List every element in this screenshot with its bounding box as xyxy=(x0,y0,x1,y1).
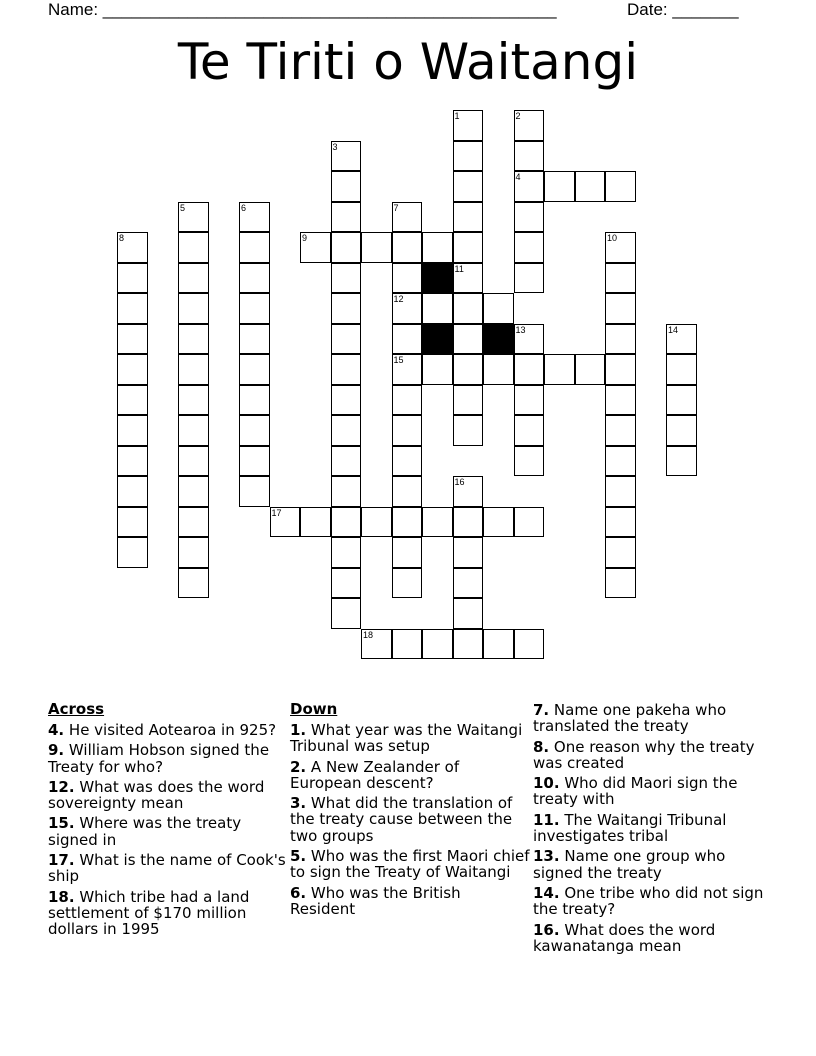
crossword-cell[interactable] xyxy=(270,507,301,538)
clue-text: One reason why the treaty was created xyxy=(533,737,755,772)
crossword-cell[interactable] xyxy=(453,324,484,355)
crossword-black-square xyxy=(483,324,514,355)
page-title: Te Tiriti o Waitangi xyxy=(177,33,639,91)
clue-number: 9. xyxy=(48,741,65,760)
clue-number: 1. xyxy=(290,721,307,739)
cell-number: 2 xyxy=(515,111,521,121)
clue-text: Name one pakeha who translated the treaty xyxy=(533,701,727,736)
cell-number: 16 xyxy=(454,477,465,487)
clue-number: 7. xyxy=(533,701,550,719)
clue-text: What was does the word sovereignty mean xyxy=(48,777,265,813)
crossword-cell[interactable] xyxy=(178,324,209,355)
clue-item xyxy=(48,722,288,738)
crossword-cell[interactable] xyxy=(666,385,697,416)
clue-item xyxy=(533,885,773,918)
cell-number: 6 xyxy=(241,202,247,213)
crossword-cell[interactable] xyxy=(453,568,484,599)
crossword-cell[interactable] xyxy=(514,110,545,141)
cell-number: 9 xyxy=(302,233,308,243)
crossword-cell[interactable] xyxy=(422,354,453,385)
date-blank-line[interactable]: _______ xyxy=(672,0,739,19)
crossword-cell[interactable] xyxy=(666,415,697,446)
crossword-cell[interactable] xyxy=(453,293,484,324)
clue-item xyxy=(290,885,530,918)
crossword-cell[interactable] xyxy=(331,232,362,263)
crossword-cell[interactable] xyxy=(361,507,392,538)
clue-item xyxy=(290,795,530,844)
crossword-cell[interactable] xyxy=(666,324,697,355)
crossword-cell[interactable] xyxy=(453,141,484,172)
crossword-cell[interactable] xyxy=(453,232,484,263)
clue-text: Who did Maori sign the treaty with xyxy=(533,774,738,809)
crossword-cell[interactable] xyxy=(117,293,148,324)
crossword-cell[interactable] xyxy=(453,202,484,233)
clue-text: Who was the British Resident xyxy=(290,883,461,918)
crossword-cell[interactable] xyxy=(239,263,270,294)
crossword-cell[interactable] xyxy=(178,293,209,324)
down-clues-column-2 xyxy=(533,702,773,958)
cell-number: 5 xyxy=(180,202,186,213)
crossword-cell[interactable] xyxy=(392,263,423,294)
crossword-cell[interactable] xyxy=(605,537,636,568)
crossword-cell[interactable] xyxy=(514,415,545,446)
clue-number: 15. xyxy=(48,814,75,833)
crossword-cell[interactable] xyxy=(178,263,209,294)
crossword-cell[interactable] xyxy=(117,354,148,385)
crossword-cell[interactable] xyxy=(392,293,423,324)
clue-text: Name one group who signed the treaty xyxy=(533,847,726,882)
crossword-black-square xyxy=(422,324,453,355)
crossword-cell[interactable] xyxy=(331,446,362,477)
cell-number: 17 xyxy=(271,507,282,518)
cell-number: 14 xyxy=(668,324,679,335)
crossword-cell[interactable] xyxy=(331,598,362,629)
clue-number: 2. xyxy=(290,757,307,776)
clue-item xyxy=(290,722,530,755)
crossword-cell[interactable] xyxy=(331,293,362,324)
crossword-black-square xyxy=(422,263,453,294)
clue-text: William Hobson signed the Treaty for who? xyxy=(48,741,270,776)
crossword-cell[interactable] xyxy=(392,354,423,385)
down-clue-list-2 xyxy=(533,702,773,954)
crossword-cell[interactable] xyxy=(392,507,423,538)
crossword-cell[interactable] xyxy=(453,537,484,568)
clue-number: 4. xyxy=(48,721,65,739)
down-clue-list-1 xyxy=(290,722,530,917)
crossword-cell[interactable] xyxy=(117,263,148,294)
crossword-cell[interactable] xyxy=(239,385,270,416)
crossword-cell[interactable] xyxy=(514,263,545,294)
crossword-cell[interactable] xyxy=(422,232,453,263)
crossword-cell[interactable] xyxy=(514,354,545,385)
down-heading: Down xyxy=(290,700,338,718)
clue-item xyxy=(48,889,288,938)
clue-number: 17. xyxy=(48,851,75,870)
clue-number: 16. xyxy=(533,920,560,939)
crossword-cell[interactable] xyxy=(392,446,423,477)
clue-text: One tribe who did not sign the treaty? xyxy=(533,883,764,919)
crossword-cell[interactable] xyxy=(575,354,606,385)
crossword-cell[interactable] xyxy=(453,415,484,446)
crossword-cell[interactable] xyxy=(514,385,545,416)
crossword-cell[interactable] xyxy=(666,354,697,385)
name-blank-line[interactable]: ________________________________________________ xyxy=(102,0,557,19)
crossword-cell[interactable] xyxy=(331,537,362,568)
crossword-cell[interactable] xyxy=(392,202,423,233)
crossword-cell[interactable] xyxy=(117,537,148,568)
crossword-cell[interactable] xyxy=(239,293,270,324)
crossword-cell[interactable] xyxy=(605,507,636,538)
crossword-cell[interactable] xyxy=(605,171,636,202)
crossword-cell[interactable] xyxy=(453,110,484,141)
clue-text: He visited Aotearoa in 925? xyxy=(64,721,277,739)
crossword-cell[interactable] xyxy=(392,568,423,599)
clue-text: Which tribe had a land settlement of $170 million dollars in 1995 xyxy=(48,887,250,939)
crossword-cell[interactable] xyxy=(117,324,148,355)
crossword-cell[interactable] xyxy=(331,568,362,599)
crossword-cell[interactable] xyxy=(483,354,514,385)
cell-number: 11 xyxy=(454,263,464,274)
crossword-cell[interactable] xyxy=(514,232,545,263)
crossword-cell[interactable] xyxy=(605,385,636,416)
crossword-cell[interactable] xyxy=(178,476,209,507)
crossword-cell[interactable] xyxy=(178,354,209,385)
cell-number: 3 xyxy=(332,141,338,152)
clue-number: 13. xyxy=(533,847,560,866)
crossword-cell[interactable] xyxy=(666,446,697,477)
crossword-cell[interactable] xyxy=(239,354,270,385)
crossword-cell[interactable] xyxy=(605,446,636,477)
clue-item xyxy=(48,815,288,848)
crossword-cell[interactable] xyxy=(361,629,392,660)
crossword-cell[interactable] xyxy=(178,537,209,568)
crossword-cell[interactable] xyxy=(300,507,331,538)
crossword-cell[interactable] xyxy=(239,324,270,355)
crossword-cell[interactable] xyxy=(453,354,484,385)
crossword-cell[interactable] xyxy=(300,232,331,263)
cell-number: 18 xyxy=(363,629,374,640)
crossword-cell[interactable] xyxy=(453,507,484,538)
crossword-cell[interactable] xyxy=(453,598,484,629)
date-label: Date: xyxy=(627,0,673,19)
crossword-cell[interactable] xyxy=(453,629,484,660)
crossword-cell[interactable] xyxy=(514,629,545,660)
clue-text: What is the name of Cook's ship xyxy=(48,851,286,886)
clue-number: 14. xyxy=(533,883,560,902)
crossword-cell[interactable] xyxy=(117,415,148,446)
crossword-cell[interactable] xyxy=(483,507,514,538)
crossword-cell[interactable] xyxy=(361,232,392,263)
crossword-cell[interactable] xyxy=(178,385,209,416)
clue-item xyxy=(533,739,773,772)
crossword-cell[interactable] xyxy=(453,263,484,294)
clue-text: What did the translation of the treaty cause between the two groups xyxy=(290,794,513,845)
across-clue-list xyxy=(48,722,288,938)
crossword-cell[interactable] xyxy=(331,171,362,202)
clue-number: 6. xyxy=(290,883,307,902)
crossword-cell[interactable] xyxy=(605,568,636,599)
clue-text: A New Zealander of European descent? xyxy=(290,757,460,792)
crossword-cell[interactable] xyxy=(422,507,453,538)
crossword-cell[interactable] xyxy=(178,507,209,538)
crossword-cell[interactable] xyxy=(331,507,362,538)
crossword-cell[interactable] xyxy=(178,232,209,263)
clue-item xyxy=(533,848,773,881)
crossword-cell[interactable] xyxy=(575,171,606,202)
crossword-cell[interactable] xyxy=(331,476,362,507)
crossword-cell[interactable] xyxy=(331,415,362,446)
clue-text: The Waitangi Tribunal investigates tribal xyxy=(533,810,727,846)
crossword-cell[interactable] xyxy=(392,537,423,568)
crossword-cell[interactable] xyxy=(392,232,423,263)
crossword-cell[interactable] xyxy=(514,324,545,355)
cell-number: 1 xyxy=(454,111,460,121)
crossword-cell[interactable] xyxy=(117,476,148,507)
across-clues xyxy=(48,700,288,942)
cell-number: 15 xyxy=(393,355,404,365)
clue-item xyxy=(48,852,288,885)
clue-number: 18. xyxy=(48,887,75,906)
crossword-cell[interactable] xyxy=(178,568,209,599)
clue-item xyxy=(533,702,773,735)
crossword-cell[interactable] xyxy=(178,415,209,446)
crossword-cell[interactable] xyxy=(514,446,545,477)
crossword-cell[interactable] xyxy=(453,171,484,202)
clue-item xyxy=(48,742,288,775)
cell-number: 8 xyxy=(119,233,125,243)
crossword-cell[interactable] xyxy=(331,263,362,294)
clue-item xyxy=(48,779,288,812)
crossword-cell[interactable] xyxy=(239,476,270,507)
crossword-cell[interactable] xyxy=(453,476,484,507)
cell-number: 13 xyxy=(515,324,526,335)
crossword-cell[interactable] xyxy=(331,324,362,355)
crossword-cell[interactable] xyxy=(331,141,362,172)
crossword-cell[interactable] xyxy=(605,476,636,507)
crossword-cell[interactable] xyxy=(514,202,545,233)
clue-text: Who was the first Maori chief to sign the Treaty of Waitangi xyxy=(290,847,530,882)
clue-text: What year was the Waitangi Tribunal was setup xyxy=(290,721,523,756)
crossword-cell[interactable] xyxy=(178,202,209,233)
crossword-cell[interactable] xyxy=(117,507,148,538)
crossword-cell[interactable] xyxy=(392,324,423,355)
crossword-cell[interactable] xyxy=(453,385,484,416)
crossword-cell[interactable] xyxy=(605,293,636,324)
across-heading: Across xyxy=(48,700,105,718)
crossword-cell[interactable] xyxy=(422,293,453,324)
crossword-cell[interactable] xyxy=(544,171,575,202)
crossword-cell[interactable] xyxy=(239,446,270,477)
clue-item xyxy=(290,759,530,792)
clue-text: What does the word kawanatanga mean xyxy=(533,920,716,955)
clue-item xyxy=(290,848,530,881)
crossword-cell[interactable] xyxy=(117,232,148,263)
clue-number: 11. xyxy=(533,810,560,829)
clue-number: 3. xyxy=(290,794,307,813)
crossword-cell[interactable] xyxy=(331,354,362,385)
crossword-cell[interactable] xyxy=(605,263,636,294)
crossword-cell[interactable] xyxy=(392,476,423,507)
name-label: Name: xyxy=(48,0,103,19)
crossword-cell[interactable] xyxy=(239,415,270,446)
crossword-cell[interactable] xyxy=(514,507,545,538)
crossword-cell[interactable] xyxy=(605,415,636,446)
crossword-cell[interactable] xyxy=(331,385,362,416)
crossword-cell[interactable] xyxy=(514,141,545,172)
crossword-cell[interactable] xyxy=(239,202,270,233)
down-clues-column-1 xyxy=(290,700,530,921)
cell-number: 12 xyxy=(393,294,404,304)
crossword-cell[interactable] xyxy=(117,385,148,416)
clue-item xyxy=(533,922,773,955)
crossword-cell[interactable] xyxy=(392,415,423,446)
crossword-cell[interactable] xyxy=(605,324,636,355)
crossword-cell[interactable] xyxy=(331,202,362,233)
cell-number: 7 xyxy=(393,202,399,213)
clue-number: 8. xyxy=(533,737,550,756)
crossword-cell[interactable] xyxy=(605,354,636,385)
clue-number: 5. xyxy=(290,847,307,866)
crossword-cell[interactable] xyxy=(392,385,423,416)
crossword-cell[interactable] xyxy=(483,629,514,660)
crossword-cell[interactable] xyxy=(178,446,209,477)
cell-number: 10 xyxy=(607,233,618,243)
crossword-cell[interactable] xyxy=(422,629,453,660)
crossword-cell[interactable] xyxy=(514,171,545,202)
crossword-cell[interactable] xyxy=(544,354,575,385)
cell-number: 4 xyxy=(515,172,521,182)
clue-number: 12. xyxy=(48,777,75,796)
clue-item xyxy=(533,775,773,808)
clue-number: 10. xyxy=(533,774,560,793)
crossword-cell[interactable] xyxy=(392,629,423,660)
crossword-cell[interactable] xyxy=(605,232,636,263)
crossword-cell[interactable] xyxy=(117,446,148,477)
clue-text: Where was the treaty signed in xyxy=(48,814,242,849)
crossword-cell[interactable] xyxy=(239,232,270,263)
clue-item xyxy=(533,812,773,845)
crossword-cell[interactable] xyxy=(483,293,514,324)
